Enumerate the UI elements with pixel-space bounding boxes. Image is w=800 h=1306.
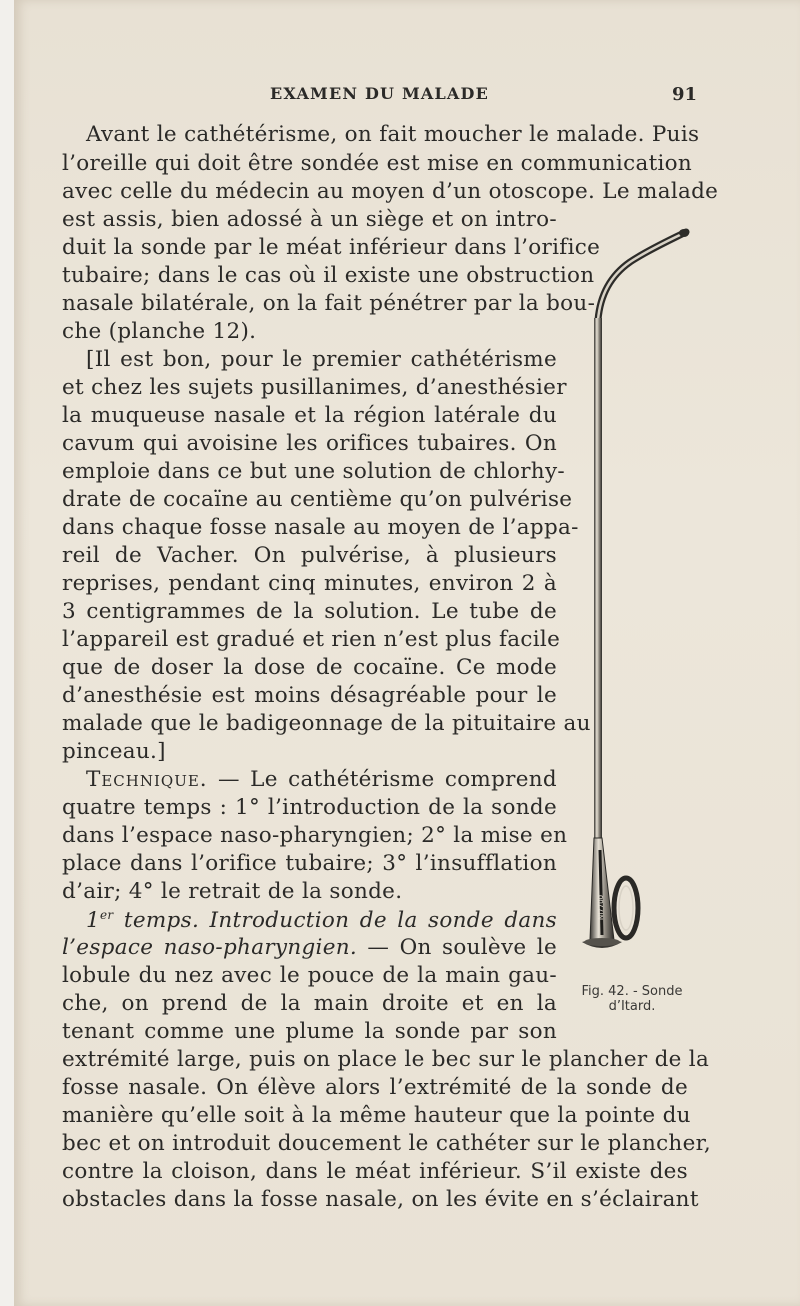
text-line: tenant comme une plume la sonde par son (62, 1019, 557, 1044)
temps-superscript: er (99, 908, 114, 922)
temps-subtitle-rest: — On soulève le (357, 935, 557, 960)
text-line: reil de Vacher. On pulvérise, à plusieurs (62, 543, 557, 568)
text-line: d’anesthésie est moins désagréable pour le (62, 683, 557, 708)
text-line: fosse nasale. On élève alors l’extrémité de la sonde de (62, 1075, 688, 1100)
text-line: avec celle du médecin au moyen d’un otoscope. Le malade (62, 179, 719, 204)
temps-title: temps. Introduction de la sonde dans (113, 908, 557, 934)
temps-heading-line (62, 909, 557, 932)
technique-heading-line (62, 769, 557, 791)
text-line: dans l’espace naso-pharyngien; 2° la mise en (62, 823, 568, 848)
text-line: que de doser la dose de cocaïne. Ce mode (62, 655, 557, 680)
text-line: drate de cocaïne au centième qu’on pulvérise (62, 487, 573, 512)
running-header (0, 84, 800, 110)
figure-caption (562, 985, 702, 1015)
technique-heading-rest: — Le cathétérisme comprend (207, 767, 557, 792)
text-line: d’air; 4° le retrait de la sonde. (62, 879, 403, 904)
text-line: place dans l’orifice tubaire; 3° l’insufflation (62, 851, 557, 876)
caption-line-1: Fig. 42. - Sonde (581, 984, 683, 999)
text-line: contre la cloison, dans le méat inférieur. S’il existe des (62, 1159, 688, 1184)
text-line: cavum qui avoisine les orifices tubaires. On (62, 431, 557, 456)
engraving-mark: NI7700 (597, 894, 605, 920)
text-line: la muqueuse nasale et la région latérale du (62, 403, 557, 428)
text-line: lobule du nez avec le pouce de la main gau- (62, 963, 557, 988)
text-line: nasale bilatérale, on la fait pénétrer par la bou- (62, 291, 596, 316)
text-line: extrémité large, puis on place le bec sur le plancher de la (62, 1047, 710, 1072)
text-line: pinceau.] (62, 739, 166, 764)
text-line: obstacles dans la fosse nasale, on les évite en s’éclairant (62, 1187, 699, 1212)
text-line: est assis, bien adossé à un siège et on intro- (62, 207, 557, 232)
text-line: che, on prend de la main droite et en la (62, 991, 557, 1016)
text-line: bec et on introduit doucement le cathéter sur le plancher, (62, 1131, 711, 1156)
text-line: emploie dans ce but une solution de chlorhy- (62, 459, 565, 484)
text-line: duit la sonde par le méat inférieur dans l’orifice (62, 235, 601, 260)
text-line: 3 centigrammes de la solution. Le tube de (62, 599, 557, 624)
text-line: et chez les sujets pusillanimes, d’anesthésier (62, 375, 567, 400)
text-line: manière qu’elle soit à la même hauteur que la pointe du (62, 1103, 691, 1128)
text-line: malade que le badigeonnage de la pituitaire au (62, 711, 591, 736)
itard-catheter-illustration (560, 220, 700, 980)
temps-number: 1 (86, 908, 100, 934)
temps-subtitle-line (62, 937, 557, 959)
text-line: l’oreille qui doit être sondée est mise en communication (62, 151, 693, 176)
text-line: che (planche 12). (62, 319, 257, 344)
caption-line-2: d’Itard. (608, 998, 656, 1014)
text-line: dans chaque fosse nasale au moyen de l’appa- (62, 515, 579, 540)
page-number: 91 (672, 84, 698, 105)
text-line: [Il est bon, pour le premier cathétérisme (86, 347, 557, 372)
temps-subtitle: l’espace naso-pharyngien. (62, 935, 358, 960)
text-line: l’appareil est gradué et rien n’est plus facile (62, 627, 561, 652)
running-title: EXAMEN DU MALADE (270, 84, 490, 103)
text-line: Avant le cathétérisme, on fait moucher le malade. Puis (86, 122, 700, 147)
text-line: reprises, pendant cinq minutes, environ 2 à (62, 571, 557, 596)
technique-heading: Technique. (86, 767, 208, 792)
text-line: quatre temps : 1° l’introduction de la sonde (62, 795, 557, 820)
text-line: tubaire; dans le cas où il existe une obstruction (62, 263, 595, 288)
